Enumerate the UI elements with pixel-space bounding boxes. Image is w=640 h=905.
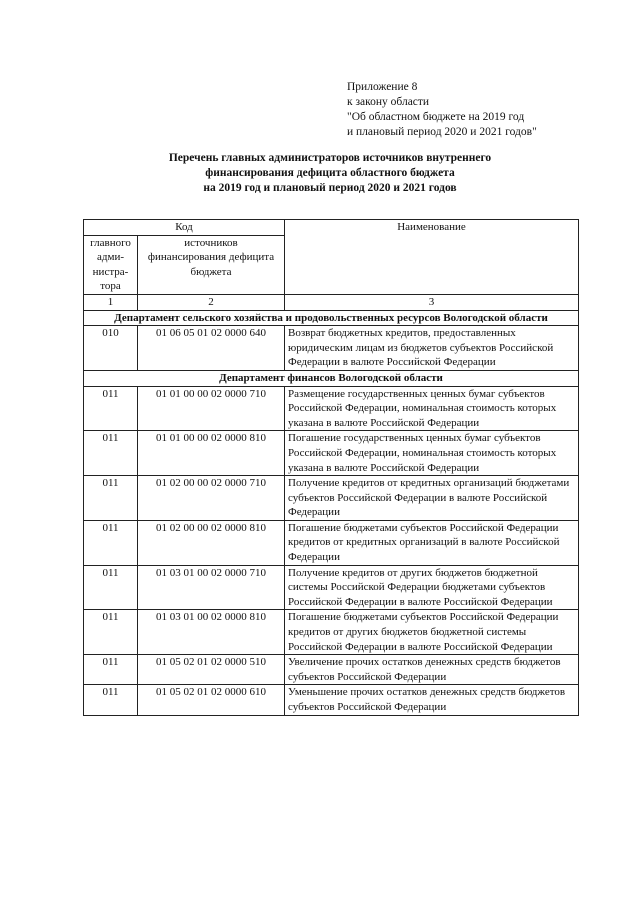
source-code: 01 02 00 00 02 0000 710 xyxy=(138,476,285,521)
admin-code: 011 xyxy=(84,520,138,565)
header-admin-line: тора xyxy=(100,280,121,293)
header-code: Код xyxy=(84,220,285,236)
admin-code: 011 xyxy=(84,565,138,610)
col-number: 1 xyxy=(84,294,138,310)
source-code: 01 06 05 01 02 0000 640 xyxy=(138,326,285,371)
department-title: Департамент сельского хозяйства и продовольственных ресурсов Вологодской области xyxy=(84,310,579,326)
header-row xyxy=(84,220,579,236)
source-name: Получение кредитов от кредитных организаций бюджетами субъектов Российской Федерации в валюте Российской Федерации xyxy=(285,476,579,521)
header-source-line: финансирования дефицита xyxy=(147,251,275,264)
source-code: 01 02 00 00 02 0000 810 xyxy=(138,520,285,565)
table-row xyxy=(84,655,579,685)
source-code: 01 01 00 00 02 0000 710 xyxy=(138,386,285,431)
header-source-line: источников xyxy=(184,236,238,249)
col-number: 2 xyxy=(138,294,285,310)
admin-code: 011 xyxy=(84,655,138,685)
admin-code: 011 xyxy=(84,685,138,715)
source-name: Получение кредитов от других бюджетов бюджетной системы Российской Федерации бюджетами субъектов Российской Федерации в валюте Российской Федерации xyxy=(285,565,579,610)
header-admin xyxy=(84,235,138,294)
table-row xyxy=(84,326,579,371)
appendix-reference xyxy=(347,80,537,140)
col-number: 3 xyxy=(285,294,579,310)
header-name: Наименование xyxy=(285,220,579,295)
appendix-line: и плановый период 2020 и 2021 годов" xyxy=(347,126,537,138)
header-admin-line: нистра- xyxy=(92,265,129,278)
appendix-line: Приложение 8 xyxy=(347,81,418,93)
table-row xyxy=(84,386,579,431)
header-admin-line: адми- xyxy=(97,251,124,264)
source-name: Увеличение прочих остатков денежных средств бюджетов субъектов Российской Федерации xyxy=(285,655,579,685)
header-source xyxy=(138,235,285,294)
table-row xyxy=(84,565,579,610)
document-title xyxy=(110,151,550,196)
header-source-line: бюджета xyxy=(190,265,232,278)
department-title: Департамент финансов Вологодской области xyxy=(84,370,579,386)
source-code: 01 01 00 00 02 0000 810 xyxy=(138,431,285,476)
title-line: на 2019 год и плановый период 2020 и 2021 годов xyxy=(203,182,457,194)
source-code: 01 05 02 01 02 0000 610 xyxy=(138,685,285,715)
appendix-line: к закону области xyxy=(347,96,430,108)
source-name: Размещение государственных ценных бумаг субъектов Российской Федерации, номинальная стоимость которых указана в валюте Российской Федерации xyxy=(285,386,579,431)
administrators-table xyxy=(83,219,579,716)
appendix-line: "Об областном бюджете на 2019 год xyxy=(347,111,525,123)
source-name: Погашение бюджетами субъектов Российской Федерации кредитов от кредитных организаций в валюте Российской Федерации xyxy=(285,520,579,565)
source-code: 01 03 01 00 02 0000 710 xyxy=(138,565,285,610)
title-line: Перечень главных администраторов источников внутреннего xyxy=(168,152,492,164)
table-row xyxy=(84,476,579,521)
source-code: 01 05 02 01 02 0000 510 xyxy=(138,655,285,685)
source-name: Погашение бюджетами субъектов Российской Федерации кредитов от других бюджетов бюджетной системы Российской Федерации в валюте Российской Федерации xyxy=(285,610,579,655)
admin-code: 011 xyxy=(84,610,138,655)
table-row xyxy=(84,685,579,715)
admin-code: 011 xyxy=(84,386,138,431)
source-code: 01 03 01 00 02 0000 810 xyxy=(138,610,285,655)
admin-code: 011 xyxy=(84,431,138,476)
table-row xyxy=(84,610,579,655)
table-row xyxy=(84,520,579,565)
header-admin-line: главного xyxy=(90,236,131,249)
source-name: Возврат бюджетных кредитов, предоставленных юридическим лицам из бюджетов субъектов Российской Федерации в валюте Российской Федерации xyxy=(285,326,579,371)
column-numbers-row xyxy=(84,294,579,310)
admin-code: 011 xyxy=(84,476,138,521)
source-name: Погашение государственных ценных бумаг субъектов Российской Федерации, номинальная стоимость которых указана в валюте Российской Федерации xyxy=(285,431,579,476)
title-line: финансирования дефицита областного бюджета xyxy=(205,167,455,179)
source-name: Уменьшение прочих остатков денежных средств бюджетов субъектов Российской Федерации xyxy=(285,685,579,715)
admin-code: 010 xyxy=(84,326,138,371)
department-row xyxy=(84,370,579,386)
department-row xyxy=(84,310,579,326)
table-row xyxy=(84,431,579,476)
